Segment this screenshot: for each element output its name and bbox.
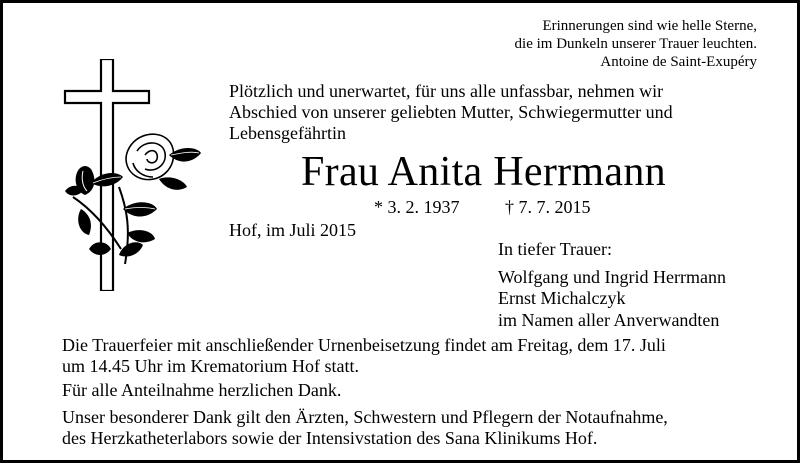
death-date: † 7. 7. 2015 bbox=[505, 197, 591, 217]
quote bbox=[515, 17, 757, 71]
intro-line: Plötzlich und unerwartet, für uns alle unfassbar, nehmen wir bbox=[229, 81, 664, 101]
quote-line: Erinnerungen sind wie helle Sterne, bbox=[542, 18, 757, 34]
mourners-block bbox=[498, 239, 726, 331]
intro-line: Abschied von unserer geliebten Mutter, Schwiegermutter und bbox=[229, 102, 673, 122]
quote-author: Antoine de Saint-Exupéry bbox=[600, 54, 757, 70]
deceased-name: Frau Anita Herrmann bbox=[301, 149, 666, 195]
thanks-text: Für alle Anteilnahme herzlichen Dank. bbox=[62, 380, 342, 400]
special-thanks-line: Unser besonderer Dank gilt den Ärzten, Schwestern und Pflegern der Notaufnahme, bbox=[62, 407, 668, 427]
birth-date: * 3. 2. 1937 bbox=[374, 197, 460, 217]
mourners-lead: In tiefer Trauer: bbox=[498, 239, 612, 259]
mourner-name: im Namen aller Anverwandten bbox=[498, 309, 720, 330]
cross-with-rose-icon bbox=[61, 59, 203, 291]
quote-line: die im Dunkeln unserer Trauer leuchten. bbox=[514, 36, 757, 52]
funeral-info bbox=[62, 335, 666, 376]
special-thanks bbox=[62, 407, 668, 448]
funeral-line: um 14.45 Uhr im Krematorium Hof statt. bbox=[62, 355, 359, 376]
mourner-name: Wolfgang und Ingrid Herrmann bbox=[498, 266, 726, 287]
funeral-line: Die Trauerfeier mit anschließender Urnenbeisetzung findet am Freitag, dem 17. Juli bbox=[62, 335, 666, 355]
place-date: Hof, im Juli 2015 bbox=[229, 220, 357, 240]
intro-text bbox=[229, 81, 673, 144]
special-thanks-line: des Herzkatheterlabors sowie der Intensivstation des Sana Klinikums Hof. bbox=[62, 427, 598, 448]
mourner-name: Ernst Michalczyk bbox=[498, 288, 626, 308]
intro-line: Lebensgefährtin bbox=[229, 123, 346, 143]
